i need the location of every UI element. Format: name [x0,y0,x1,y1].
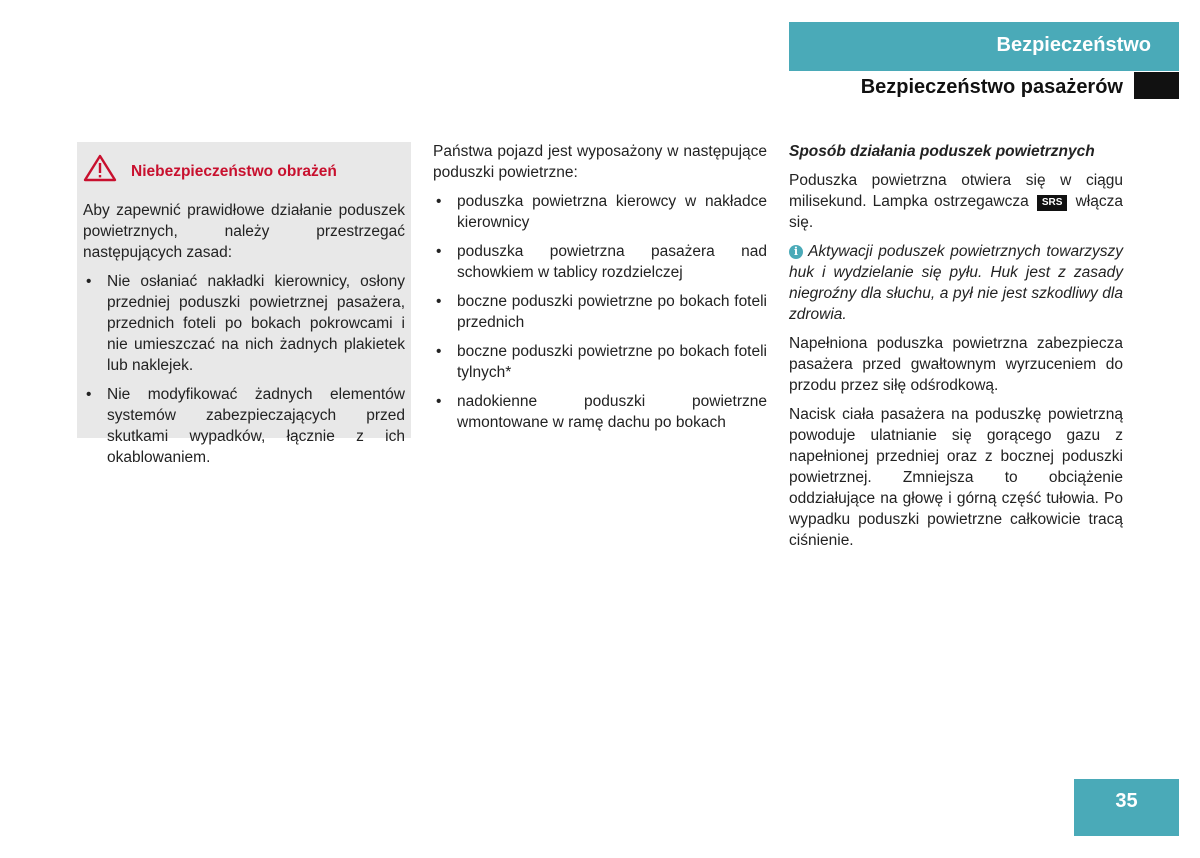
warning-intro: Aby zapewnić prawidłowe działanie poduszek powietrznych, należy przestrzegać następujących zasad: [83,202,405,261]
operation-heading: Sposób działania poduszek powietrznych [789,143,1095,160]
list-item: • boczne poduszki powietrzne po bokach foteli tylnych* [433,341,767,383]
srs-warning-lamp-icon: SRS [1037,195,1068,211]
section-marker [1134,72,1179,99]
list-item: • poduszka powietrzna pasażera nad schowkiem w tablicy rozdzielczej [433,241,767,283]
list-item: • nadokienne poduszki powietrzne wmontowane w ramę dachu po bokach [433,391,767,433]
page-number: 35 [1074,779,1179,836]
warning-list [83,271,405,468]
section-tab [789,22,1179,71]
paragraph-1: Poduszka powietrzna otwiera się w ciągu milisekund. Lampka ostrzegawcza SRS włącza się. [789,172,1123,231]
middle-column [433,141,767,441]
info-icon: i [789,245,803,259]
airbag-list [433,191,767,433]
section-title: Bezpieczeństwo [996,34,1151,56]
warning-box [77,142,411,466]
warning-title: Niebezpieczeństwo obrażeń [131,162,337,180]
warning-triangle-icon [83,154,117,188]
list-item: • Nie modyfikować żadnych elementów systemów zabezpieczających przed skutkami wypadków, łącznie z ich okablowaniem. [83,384,405,468]
list-item: • boczne poduszki powietrzne po bokach foteli przednich [433,291,767,333]
paragraph-2: Napełniona poduszka powietrzna zabezpiecza pasażera przed gwałtownym wyrzuceniem do przodu przez siłę odśrodkową. [789,335,1123,394]
list-item: • poduszka powietrzna kierowcy w nakładce kierownicy [433,191,767,233]
list-item: • Nie osłaniać nakładki kierownicy, osłony przedniej poduszki powietrznej pasażera, przednich foteli po bokach pokrowcami i nie umieszczać na nich żadnych plakietek lub naklejek. [83,271,405,376]
subsection-title: Bezpieczeństwo pasażerów [860,76,1123,98]
info-note: i Aktywacji poduszek powietrznych towarzyszy huk i wydzielanie się pyłu. Huk jest z zasady niegroźny dla słuchu, a pył nie jest szkodliwy dla zdrowia. [789,243,1123,323]
warning-header [83,154,405,188]
airbags-intro: Państwa pojazd jest wyposażony w następujące poduszki powietrzne: [433,143,767,181]
right-column [789,141,1123,559]
paragraph-3: Nacisk ciała pasażera na poduszkę powietrzną powoduje ulatnianie się gorącego gazu z napełnionej przedniej oraz z bocznej poduszki powietrznej. Zmniejsza to obciążenie oddziałujące na głowę i górną część tułowia. Po wypadku poduszki powietrzne całkowicie tracą ciśnienie. [789,406,1123,549]
